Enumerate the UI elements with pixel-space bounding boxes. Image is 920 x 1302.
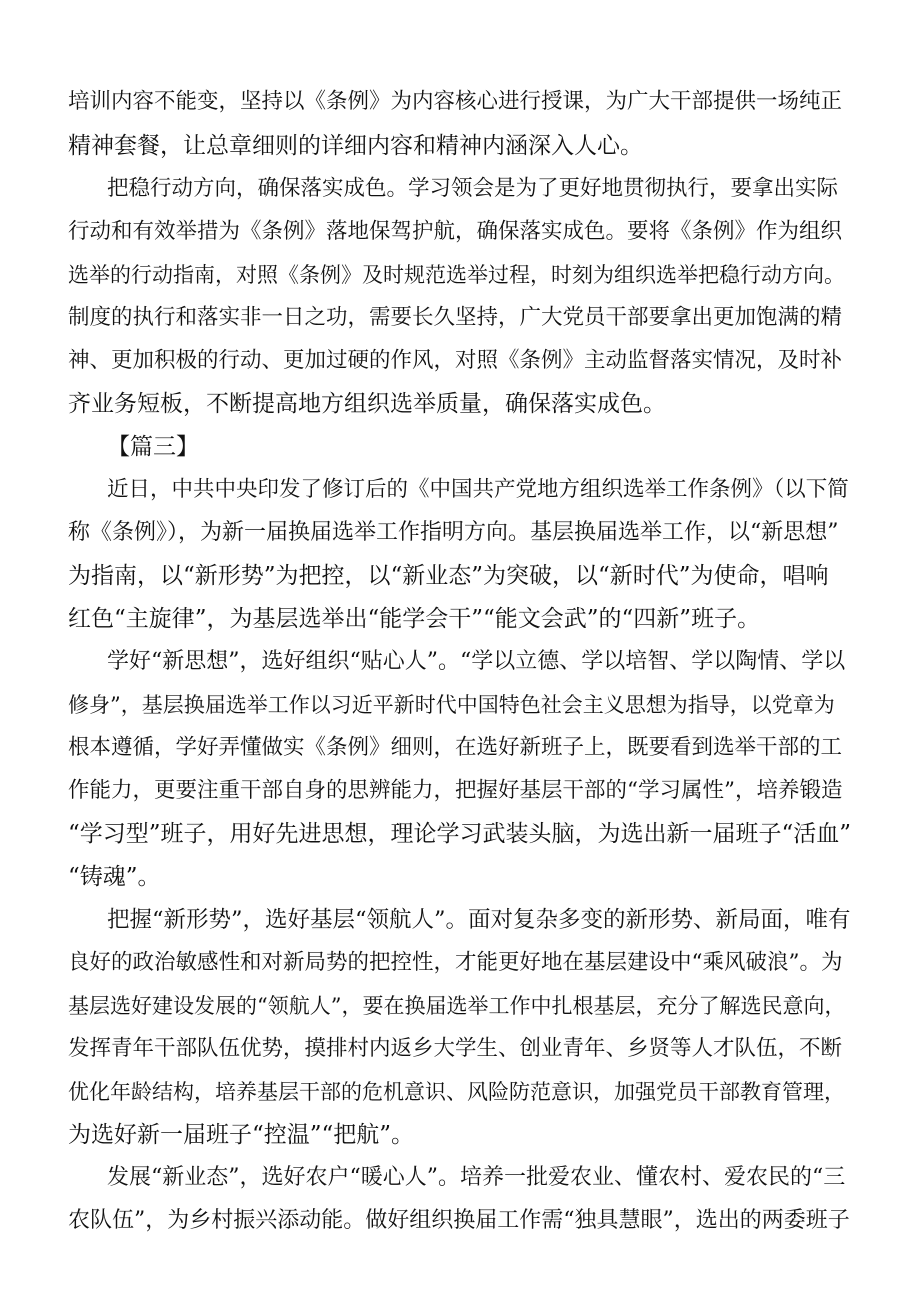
text-line: 齐业务短板，不断提高地方组织选举质量，确保落实成色。 <box>68 391 666 417</box>
text-line: 把握“新形势”，选好基层“领航人”。面对复杂多变的新形势、新局面，唯有 <box>107 907 851 933</box>
text-line: 精神套餐，让总章细则的详细内容和精神内涵深入人心。 <box>68 133 643 159</box>
text-line: “铸魂”。 <box>68 864 161 890</box>
text-line: 作能力，更要注重干部自身的思辨能力，把握好基层干部的“学习属性”，培养锻造 <box>68 778 843 803</box>
section-heading: 【篇三】 <box>107 434 199 460</box>
text-line: 修身”，基层换届选举工作以习近平新时代中国特色社会主义思想为指导，以党章为 <box>68 693 835 717</box>
text-line: 根本遵循，学好弄懂做实《条例》细则，在选好新班子上，既要看到选举干部的工 <box>68 735 843 760</box>
text-line: 行动和有效举措为《条例》落地保驾护航，确保落实成色。要将《条例》作为组织 <box>68 219 843 244</box>
text-line: “学习型”班子，用好先进思想，理论学习武装头脑，为选出新一届班子“活血” <box>68 821 852 847</box>
text-line: 神、更加积极的行动、更加过硬的作风，对照《条例》主动监督落实情况，及时补 <box>68 348 843 373</box>
text-line: 称《条例》），为新一届换届选举工作指明方向。基层换届选举工作，以“新思想” <box>68 520 839 545</box>
text-line: 为选好新一届班子“控温”“把航”。 <box>68 1122 415 1148</box>
text-line: 农队伍”，为乡村振兴添动能。做好组织换届工作需“独具慧眼”，选出的两委班子 <box>68 1208 850 1233</box>
text-line: 为指南，以“新形势”为把控，以“新业态”为突破，以“新时代”为使命，唱响 <box>68 563 829 589</box>
text-line: 把稳行动方向，确保落实成色。学习领会是为了更好地贯彻执行，要拿出实际 <box>107 176 839 201</box>
text-line: 选举的行动指南，对照《条例》及时规范选举过程，时刻为组织选举把稳行动方向。 <box>68 263 845 287</box>
text-line: 近日，中共中央印发了修订后的《中国共产党地方组织选举工作条例》（以下简 <box>107 477 849 502</box>
text-line: 制度的执行和落实非一日之功，需要长久坚持，广大党员干部要拿出更加饱满的精 <box>68 305 843 330</box>
text-line: 发展“新业态”，选好农户“暖心人”。培养一批爱农业、懂农村、爱农民的“三 <box>107 1165 846 1190</box>
text-line: 培训内容不能变，坚持以《条例》为内容核心进行授课，为广大干部提供一场纯正 <box>68 89 843 114</box>
text-line: 学好“新思想”，选好组织“贴心人”。“学以立德、学以培智、学以陶情、学以 <box>107 649 846 674</box>
text-line: 优化年龄结构，培养基层干部的危机意识、风险防范意识，加强党员干部教育管理， <box>68 1080 845 1104</box>
text-line: 基层选好建设发展的“领航人”，要在换届选举工作中扎根基层，充分了解选民意向， <box>68 994 846 1018</box>
text-line: 发挥青年干部队伍优势，摸排村内返乡大学生、创业青年、乡贤等人才队伍，不断 <box>68 1036 843 1061</box>
text-line: 良好的政治敏感性和对新局势的把控性，才能更好地在基层建设中“乘风破浪”。为 <box>68 950 843 975</box>
text-line: 红色“主旋律”，为基层选举出“能学会干”“能文会武”的“四新”班子。 <box>68 606 761 632</box>
